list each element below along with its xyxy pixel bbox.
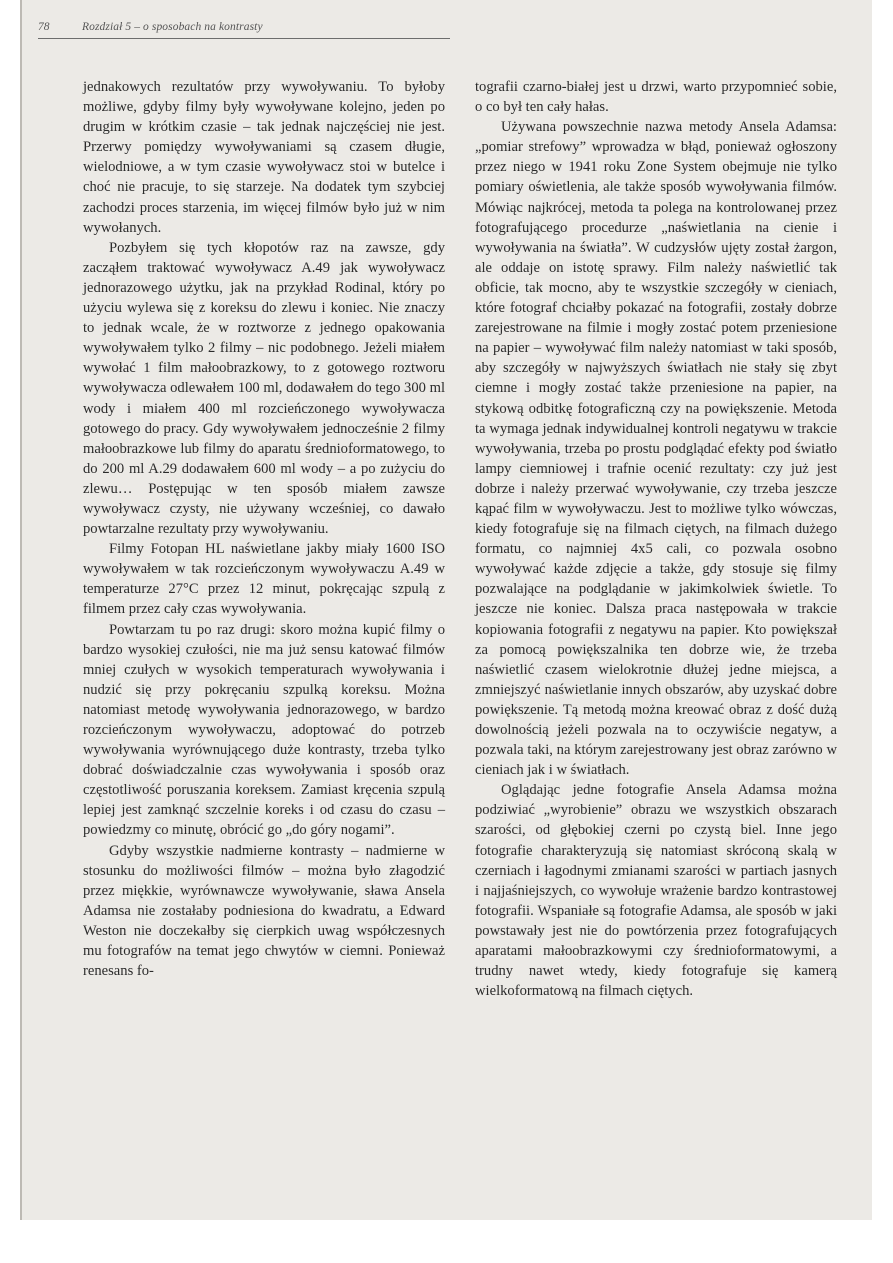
paragraph: Powtarzam tu po raz drugi: skoro można kupić filmy o bardzo wysokiej czułości, nie ma już sensu katować filmów mniej czułych w wysokich temperaturach wywoływania i nudzić się przy pokręcaniu szpulką koreksu. Można natomiast metodę wywoływania jednorazowego, w bardzo rozcieńczonym wywoływaczu, adoptować do potrzeb wywoływania wyrównującego duże kontrasty, trzeba tylko dobrać doświadczalnie czas wywoływania i sposób oraz częstotliwość poruszania koreksem. Zamiast kręcenia szpulą lepiej jest zamknąć szczelnie koreks i od czasu do czasu – powiedzmy co minutę, obrócić go „do góry nogami”. <box>83 621 445 839</box>
paragraph: Oglądając jedne fotografie Ansela Adamsa można podziwiać „wyrobienie” obrazu we wszystkich obszarach szarości, od głębokiej czerni po czystą biel. Inne jego fotografie charakteryzują się natomiast skróconą skalą w czerniach i łagodnymi zmianami szarości w partiach jasnych i najjaśniejszych, co wywołuje wrażenie bardzo kontrastowej fotografii. Wspaniałe są fotografie Adamsa, ale sposób w jaki powstawały jest nie do powtórzenia przez fotografujących aparatami małoobrazkowymi czy średnioformatowymi, a trudny nawet wtedy, kiedy fotografuje się kamerą wielkoformatową na filmach ciętych. <box>475 782 837 1000</box>
paragraph: Używana powszechnie nazwa metody Ansela Adamsa: „pomiar strefowy” wprowadza w błąd, ponieważ ogłoszony przez niego w 1941 roku Zone System obejmuje nie tylko pomiary oświetlenia, ale także sposób wywoływania filmów. Mówiąc najkrócej, metoda ta polega na kontrolowanej przez fotografującego procedurze „naświetlania na cienie i wywoływania na światła”. W cudzysłów ujęty został żargon, ale oddaje on istotę sprawy. Film należy naświetlić tak obficie, tak mocno, aby te wszystkie szczegóły w cieniach, które fotograf chciałby pokazać na fotografii, zostały dobrze zarejestrowane na filmie i mogły zostać potem przeniesione na papier – wywoływać film należy natomiast w taki sposób, aby szczegóły w najwyższych światłach nie stały się zbyt ciemne i mogły zostać także przeniesione na papier, na stykową odbitkę fotograficzną czy na powiększenie. Metoda ta wymaga jednak indywidualnej kontroli negatywu w trakcie wywoływania, trzeba po prostu podglądać efekty pod światło lampy ciemniowej i trafnie ocenić rezultaty: czy już jest dobrze i należy przerwać wywoływanie, czy trzeba jeszcze kąpać film w wywoływaczu. Jest to możliwe tylko wówczas, kiedy fotografuje się na filmach ciętych, na filmach dużego formatu, co najmniej 4x5 cali, co pozwala osobno wywoływać każde zdjęcie a także, gdy stosuje się filmy pozwalające na podglądanie w jakimkolwiek świetle. To jeszcze nie koniec. Dalsza praca następowała w trakcie kopiowania fotografii z negatywu na papier. Kto powiększał za pomocą powiększalnika ten dobrze wie, że trzeba naświetlić czasem wielokrotnie dłużej jedne miejsca, a zmniejszyć naświetlanie innych obszarów, aby uzyskać dobre powiększenie. Tą metodą można kreować obraz z dość dużą dowolnością jeżeli pozwala na to oczywiście negatyw, a pozwala taki, na którym zarejestrowany jest obraz zarówno w cieniach jak i w światłach. <box>475 119 837 779</box>
paragraph: Filmy Fotopan HL naświetlane jakby miały 1600 ISO wywoływałem w tak rozcieńczonym wywoływaczu A.49 w temperaturze 27°C przez 12 minut, pokręcając szpulą z filmem przez cały czas wywoływania. <box>83 541 445 618</box>
right-column <box>475 77 837 1001</box>
left-column <box>83 77 445 981</box>
paragraph: Gdyby wszystkie nadmierne kontrasty – nadmierne w stosunku do możliwości filmów – można było złagodzić przez miękkie, wyrównawcze wywoływanie, sława Ansela Adamsa nie zostałaby podniesiona do kwadratu, a Edward Weston nie doczekałby się cierpkich uwag współczesnych mu fotografów na temat jego chwytów w ciemni. Ponieważ renesans fo- <box>83 842 445 980</box>
page-edge-shadow <box>20 0 22 1220</box>
page-header <box>38 12 450 39</box>
running-head: Rozdział 5 – o sposobach na kontrasty <box>82 21 263 33</box>
page-number: 78 <box>38 21 50 33</box>
paragraph: Pozbyłem się tych kłopotów raz na zawsze, gdy zacząłem traktować wywoływacz A.49 jak wywoływacz jednorazowego użytku, jak na przykład Rodinal, który po użyciu wylewa się z koreksu do zlewu i koniec. Nie znaczy to jednak wcale, że w roztworze z jednego opakowania wywoływałem tylko 2 filmy – nic podobnego. Jeżeli miałem wywołać 1 film małoobrazkowy, to z gotowego roztworu wywoływacza odlewałem 100 ml, dodawałem do tego 300 ml wody i miałem 400 ml rozcieńczonego wywoływacza gotowego do pracy. Gdy wywoływałem jednocześnie 2 filmy małoobrazkowe lub filmy do aparatu średnioformatowego, to do 200 ml A.29 dodawałem 600 ml wody – a po zużyciu do zlewu… Postępując w ten sposób miałem zawsze wywoływacz czysty, nie używany wcześniej, co dawało powtarzalne rezultaty przy wywoływaniu. <box>83 239 445 538</box>
paragraph: tografii czarno-białej jest u drzwi, warto przypomnieć sobie, o co był ten cały hałas. <box>475 79 837 116</box>
paragraph: jednakowych rezultatów przy wywoływaniu. To byłoby możliwe, gdyby filmy były wywoływane kolejno, jeden po drugim w krótkim czasie – tak jednak najczęściej nie jest. Przerwy pomiędzy wywoływaniami są czasem długie, wielodniowe, a w tym czasie wywoływacz stoi w butelce i choć nie pracuje, to się starzeje. Na dodatek tym szybciej zachodzi proces starzenia, im więcej filmów było już w nim wywołanych. <box>83 79 445 236</box>
